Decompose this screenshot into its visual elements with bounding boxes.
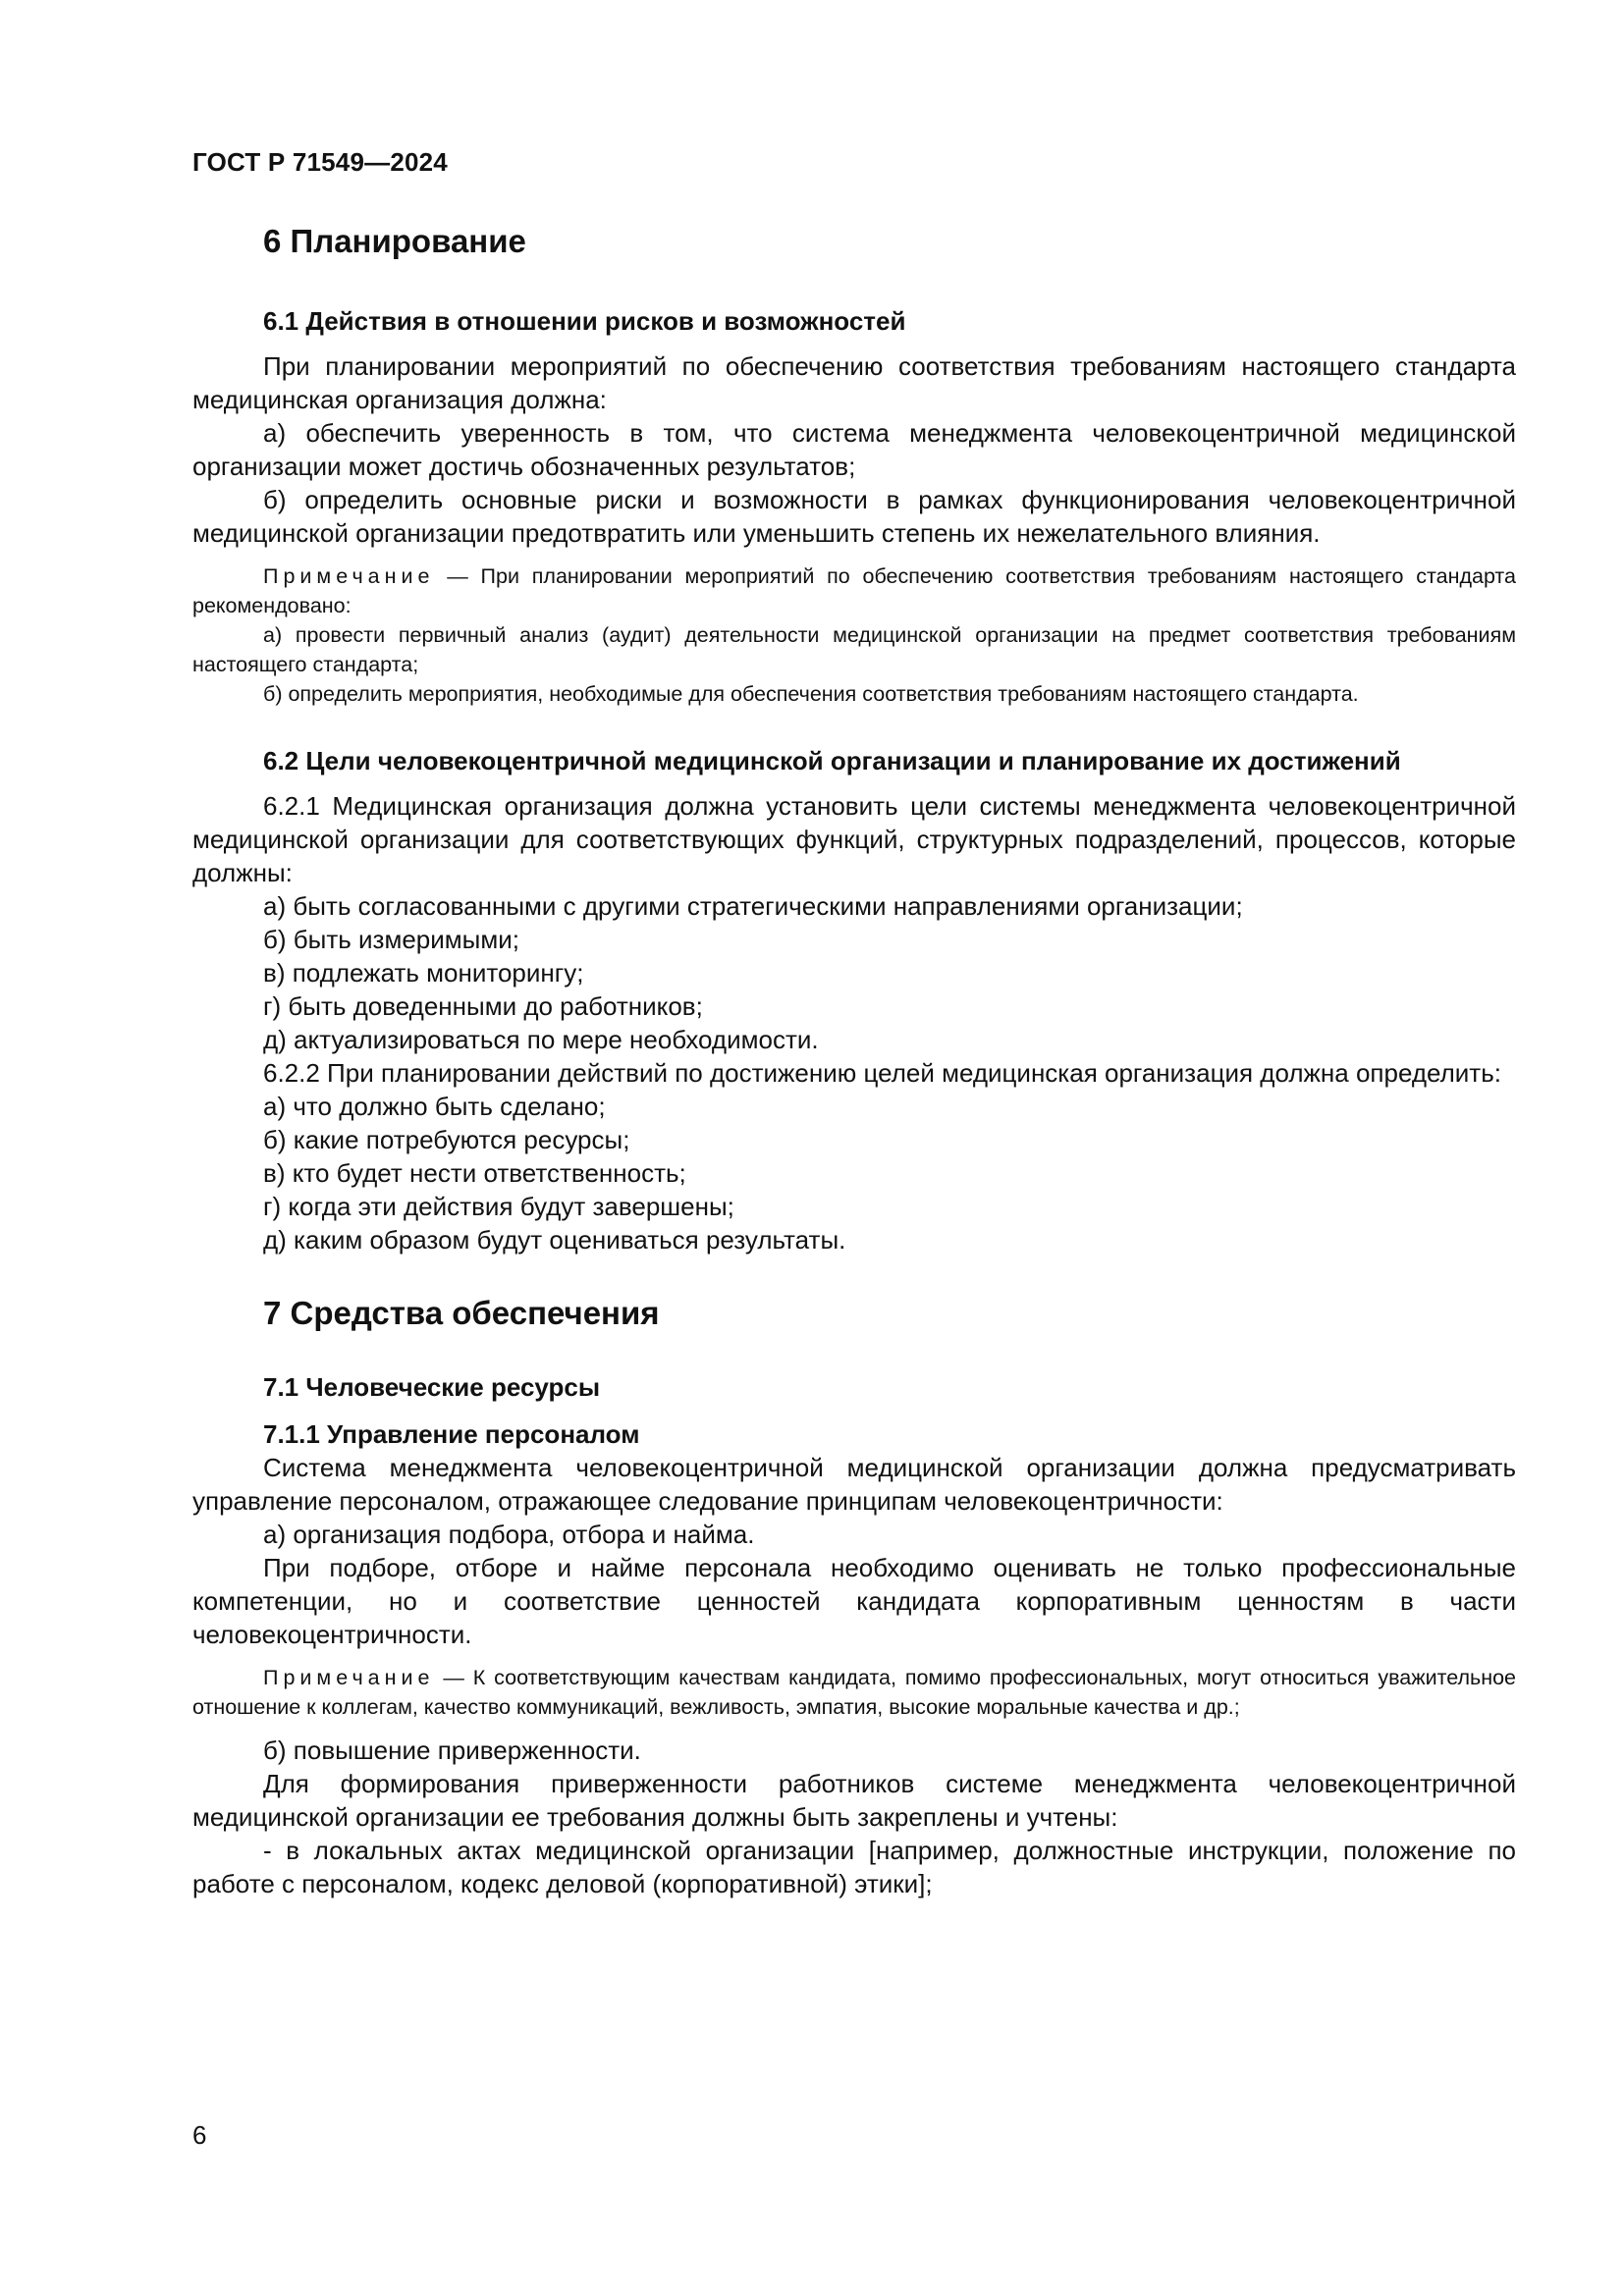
note-item: а) провести первичный анализ (аудит) деятельности медицинской организации на предмет соответствия требованиям настоящего стандарта; bbox=[192, 623, 1516, 676]
section-7-1-title: 7.1 Человеческие ресурсы bbox=[263, 1372, 601, 1402]
paragraph: При планировании мероприятий по обеспечению соответствия требованиям настоящего стандарта медицинская организация должна: bbox=[192, 351, 1516, 414]
list-item: б) определить основные риски и возможности в рамках функционирования человекоцентричной медицинской организации предотвратить или уменьшить степень их нежелательного влияния. bbox=[192, 485, 1516, 548]
list-item: - в локальных актах медицинской организации [например, должностные инструкции, положение по работе с персоналом, кодекс деловой (корпоративной) этики]; bbox=[192, 1836, 1516, 1898]
note-item: б) определить мероприятия, необходимые для обеспечения соответствия требованиям настоящего стандарта. bbox=[263, 682, 1359, 706]
section-6-title: 6 Планирование bbox=[263, 223, 526, 259]
section-6-2-title: 6.2 Цели человекоцентричной медицинской организации и планирование их достижений bbox=[263, 746, 1401, 775]
list-item: а) быть согласованными с другими стратегическими направлениями организации; bbox=[263, 891, 1243, 921]
document-header: ГОСТ Р 71549—2024 bbox=[192, 147, 448, 177]
note-label: Примечание bbox=[263, 564, 435, 588]
list-item: б) быть измеримыми; bbox=[263, 925, 519, 954]
list-item: б) повышение приверженности. bbox=[263, 1735, 641, 1765]
list-item: д) каким образом будут оцениваться результаты. bbox=[263, 1225, 846, 1255]
paragraph: 6.2.1 Медицинская организация должна установить цели системы менеджмента человекоцентричной медицинской организации для соответствующих функций, структурных подразделений, процессов, которые должны: bbox=[192, 791, 1516, 887]
note-label: Примечание bbox=[263, 1666, 435, 1689]
list-item: в) кто будет нести ответственность; bbox=[263, 1158, 686, 1188]
note-text: — При планировании мероприятий по обеспечению соответствия требованиям настоящего стандарта рекомендовано: bbox=[192, 564, 1516, 617]
list-item: в) подлежать мониторингу; bbox=[263, 958, 584, 988]
paragraph: 6.2.2 При планировании действий по достижению целей медицинская организация должна определить: bbox=[263, 1058, 1501, 1088]
note bbox=[192, 561, 1516, 620]
section-6-1-title: 6.1 Действия в отношении рисков и возможностей bbox=[263, 306, 906, 336]
note-text: — К соответствующим качествам кандидата, помимо профессиональных, могут относиться уважительное отношение к коллегам, качество коммуникаций, вежливость, эмпатия, высокие моральные качества и др.; bbox=[192, 1666, 1516, 1719]
list-item: г) когда эти действия будут завершены; bbox=[263, 1192, 734, 1221]
paragraph: При подборе, отборе и найме персонала необходимо оценивать не только профессиональные компетенции, но и соответствие ценностей кандидата корпоративным ценностям в части человекоцентричности. bbox=[192, 1553, 1516, 1649]
list-item: а) организация подбора, отбора и найма. bbox=[263, 1520, 755, 1549]
page-number: 6 bbox=[192, 2120, 207, 2150]
document-body bbox=[192, 220, 1516, 1900]
paragraph: Система менеджмента человекоцентричной медицинской организации должна предусматривать управление персоналом, отражающее следование принципам человекоцентричности: bbox=[192, 1453, 1516, 1516]
list-item: а) обеспечить уверенность в том, что система менеджмента человекоцентричной медицинской организации может достичь обозначенных результатов; bbox=[192, 418, 1516, 481]
section-7-title: 7 Средства обеспечения bbox=[263, 1295, 660, 1331]
list-item: а) что должно быть сделано; bbox=[263, 1092, 606, 1121]
note bbox=[192, 1663, 1516, 1722]
section-7-1-1-title: 7.1.1 Управление персоналом bbox=[263, 1419, 640, 1449]
list-item: г) быть доведенными до работников; bbox=[263, 991, 703, 1021]
list-item: д) актуализироваться по мере необходимости. bbox=[263, 1025, 819, 1054]
paragraph: Для формирования приверженности работников системе менеджмента человекоцентричной медицинской организации ее требования должны быть закреплены и учтены: bbox=[192, 1769, 1516, 1832]
list-item: б) какие потребуются ресурсы; bbox=[263, 1125, 630, 1154]
